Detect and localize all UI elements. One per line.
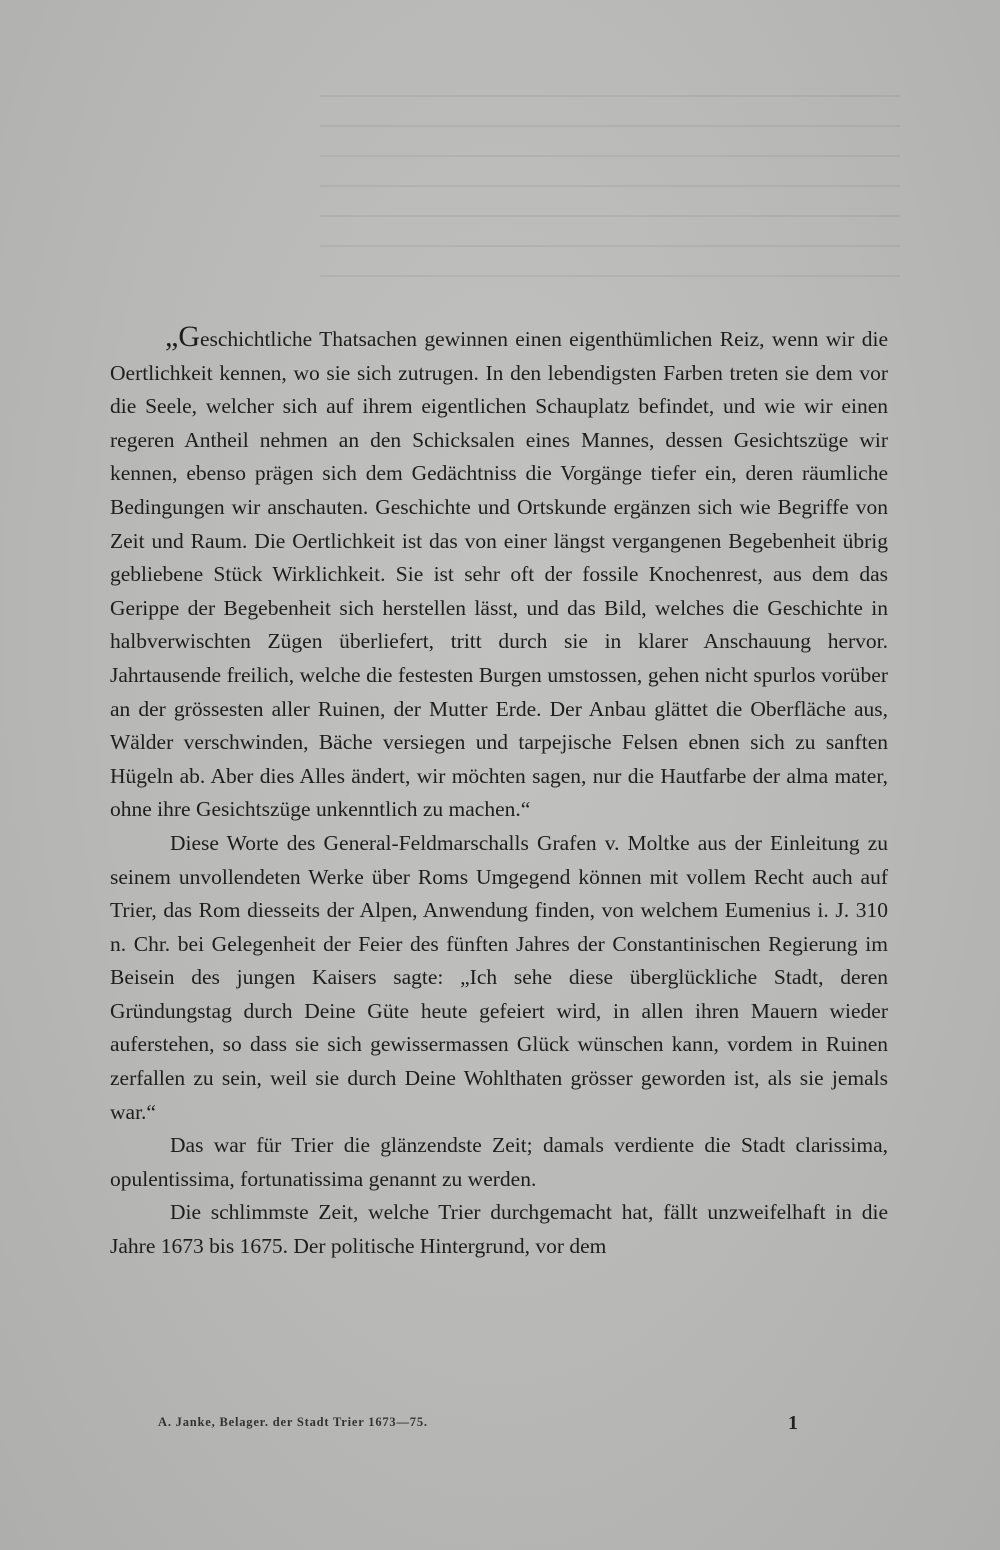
opening-initial: „G [165,320,200,353]
paragraph-4: Die schlimmste Zeit, welche Trier durchgemacht hat, fällt unzweifelhaft in die Jahre 1673 bis 1675. Der politische Hintergrund, vor dem [110,1200,888,1259]
paragraph-2: Diese Worte des General-Feldmarschalls Grafen v. Moltke aus der Einleitung zu seinem unvollendeten Werke über Roms Umgegend können mit vollem Recht auch auf Trier, das Rom diesseits der Alpen, Anwendung finden, von welchem Eumenius i. J. 310 n. Chr. bei Gelegenheit der Feier des fünften Jahres der Constantinischen Regierung im Beisein des jungen Kaisers sagte: „Ich sehe diese überglückliche Stadt, deren Gründungstag durch Deine Güte heute gefeiert wird, in allen ihren Mauern wieder auferstehen, so dass sie sich gewissermassen Glück wünschen kann, vordem in Ruinen zerfallen zu sein, weil sie durch Deine Wohlthaten grösser geworden ist, als sie jemals war.“ [110,830,888,1124]
signature-line: A. Janke, Belager. der Stadt Trier 1673—75. [158,1415,428,1429]
page-number: 1 [788,1412,798,1434]
body-text [110,322,888,1264]
paragraph-1 [110,322,888,827]
paragraph-3: Das war für Trier die glänzendste Zeit; damals verdiente die Stadt clarissima, opulentissima, fortunatissima genannt zu werden. [110,1133,888,1191]
bleed-through-shadow [320,95,900,295]
paragraph-1-text: eschichtliche Thatsachen gewinnen einen eigenthümlichen Reiz, wenn wir die Oertlichkeit kennen, wo sie sich zutrugen. In den lebendigsten Farben treten sie dem vor die Seele, welcher sich auf ihrem eigentlichen Schauplatz befindet, und wie wir einen regeren Antheil nehmen an den Schicksalen eines Mannes, dessen Gesichtszüge wir kennen, ebenso prägen sich dem Gedächtniss die Vorgänge tiefer ein, deren räumliche Bedingungen wir anschauten. Geschichte und Ortskunde ergänzen sich wie Begriffe von Zeit und Raum. Die Oertlichkeit ist das von einer längst vergangenen Begebenheit übrig gebliebene Stück Wirklichkeit. Sie ist sehr oft der fossile Knochenrest, aus dem das Gerippe der Begebenheit sich herstellen lässt, und das Bild, welches die Geschichte in halbverwischten Zügen überliefert, tritt durch sie in klarer Anschauung hervor. Jahrtausende freilich, welche die festesten Burgen umstossen, gehen nicht spurlos vorüber an der grössesten aller Ruinen, der Mutter Erde. Der Anbau glättet die Oberfläche aus, Wälder verschwinden, Bäche versiegen und tarpejische Felsen ebnen sich zu sanften Hügeln ab. Aber dies Alles ändert, wir möchten sagen, nur die Hautfarbe der alma mater, ohne ihre Gesichtszüge unkenntlich zu machen.“ [110,327,888,822]
